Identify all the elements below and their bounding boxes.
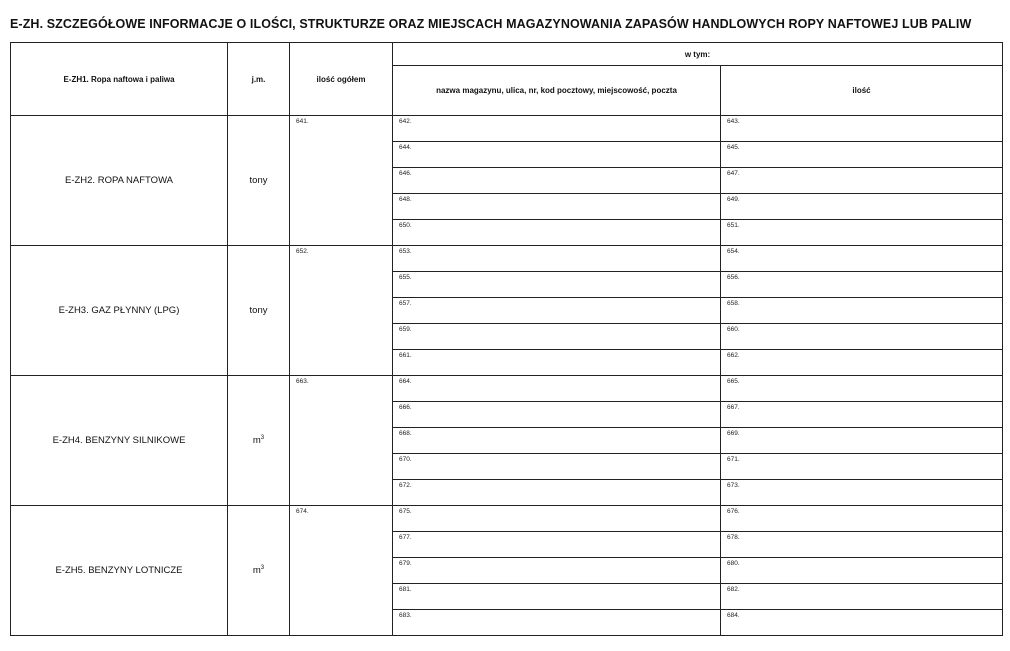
field-number: 654. — [727, 248, 740, 255]
total-quantity-field[interactable] — [290, 116, 393, 246]
field-number: 651. — [727, 222, 740, 229]
storage-location-field[interactable] — [393, 558, 721, 584]
field-number: 660. — [727, 326, 740, 333]
field-number: 674. — [296, 508, 309, 515]
field-number: 670. — [399, 456, 412, 463]
header-row-top — [11, 43, 1003, 66]
header-of-which: w tym: — [393, 43, 1003, 66]
storage-quantity-field[interactable] — [721, 116, 1003, 142]
storage-quantity-field[interactable] — [721, 558, 1003, 584]
field-number: 682. — [727, 586, 740, 593]
stocks-table — [10, 42, 1003, 636]
field-number: 673. — [727, 482, 740, 489]
field-number: 659. — [399, 326, 412, 333]
field-number: 657. — [399, 300, 412, 307]
field-number: 668. — [399, 430, 412, 437]
field-number: 663. — [296, 378, 309, 385]
storage-location-field[interactable] — [393, 324, 721, 350]
field-number: 655. — [399, 274, 412, 281]
field-number: 665. — [727, 378, 740, 385]
field-number: 649. — [727, 196, 740, 203]
field-number: 653. — [399, 248, 412, 255]
storage-quantity-field[interactable] — [721, 142, 1003, 168]
table-row — [11, 506, 1003, 532]
storage-location-field[interactable] — [393, 246, 721, 272]
field-number: 679. — [399, 560, 412, 567]
unit-cell — [228, 506, 290, 636]
storage-location-field[interactable] — [393, 376, 721, 402]
storage-location-field[interactable] — [393, 428, 721, 454]
storage-location-field[interactable] — [393, 350, 721, 376]
storage-quantity-field[interactable] — [721, 376, 1003, 402]
storage-quantity-field[interactable] — [721, 298, 1003, 324]
header-quantity: ilość — [721, 66, 1003, 116]
total-quantity-field[interactable] — [290, 376, 393, 506]
product-label: E-ZH4. BENZYNY SILNIKOWE — [11, 376, 228, 506]
unit-text: tony — [249, 305, 268, 317]
unit-cell — [228, 116, 290, 246]
storage-location-field[interactable] — [393, 220, 721, 246]
product-label: E-ZH3. GAZ PŁYNNY (LPG) — [11, 246, 228, 376]
storage-quantity-field[interactable] — [721, 220, 1003, 246]
unit-cell — [228, 246, 290, 376]
storage-location-field[interactable] — [393, 402, 721, 428]
storage-location-field[interactable] — [393, 584, 721, 610]
field-number: 644. — [399, 144, 412, 151]
table-row — [11, 376, 1003, 402]
field-number: 664. — [399, 378, 412, 385]
storage-quantity-field[interactable] — [721, 480, 1003, 506]
storage-quantity-field[interactable] — [721, 324, 1003, 350]
unit-text: m — [252, 565, 261, 577]
storage-quantity-field[interactable] — [721, 168, 1003, 194]
field-number: 641. — [296, 118, 309, 125]
field-number: 643. — [727, 118, 740, 125]
storage-location-field[interactable] — [393, 610, 721, 636]
storage-location-field[interactable] — [393, 532, 721, 558]
product-label: E-ZH5. BENZYNY LOTNICZE — [11, 506, 228, 636]
storage-location-field[interactable] — [393, 298, 721, 324]
field-number: 666. — [399, 404, 412, 411]
stocks-body — [11, 116, 1003, 636]
field-number: 661. — [399, 352, 412, 359]
field-number: 677. — [399, 534, 412, 541]
table-row — [11, 116, 1003, 142]
storage-quantity-field[interactable] — [721, 506, 1003, 532]
storage-location-field[interactable] — [393, 142, 721, 168]
field-number: 656. — [727, 274, 740, 281]
form-title: E-ZH. SZCZEGÓŁOWE INFORMACJE O ILOŚCI, STRUKTURZE ORAZ MIEJSCACH MAGAZYNOWANIA ZAPASÓW HANDLOWYCH ROPY NAFTOWEJ LUB PALIW — [10, 17, 972, 31]
storage-quantity-field[interactable] — [721, 246, 1003, 272]
storage-quantity-field[interactable] — [721, 194, 1003, 220]
unit-text: tony — [249, 175, 268, 187]
field-number: 676. — [727, 508, 740, 515]
storage-quantity-field[interactable] — [721, 402, 1003, 428]
storage-quantity-field[interactable] — [721, 428, 1003, 454]
storage-location-field[interactable] — [393, 506, 721, 532]
total-quantity-field[interactable] — [290, 506, 393, 636]
header-product: E-ZH1. Ropa naftowa i paliwa — [11, 43, 228, 116]
field-number: 672. — [399, 482, 412, 489]
storage-quantity-field[interactable] — [721, 272, 1003, 298]
unit-cell — [228, 376, 290, 506]
field-number: 648. — [399, 196, 412, 203]
total-quantity-field[interactable] — [290, 246, 393, 376]
field-number: 684. — [727, 612, 740, 619]
field-number: 662. — [727, 352, 740, 359]
storage-quantity-field[interactable] — [721, 532, 1003, 558]
header-total: ilość ogółem — [290, 43, 393, 116]
product-label: E-ZH2. ROPA NAFTOWA — [11, 116, 228, 246]
field-number: 646. — [399, 170, 412, 177]
field-number: 645. — [727, 144, 740, 151]
storage-location-field[interactable] — [393, 116, 721, 142]
storage-location-field[interactable] — [393, 272, 721, 298]
storage-quantity-field[interactable] — [721, 584, 1003, 610]
storage-quantity-field[interactable] — [721, 350, 1003, 376]
storage-location-field[interactable] — [393, 480, 721, 506]
header-location: nazwa magazynu, ulica, nr, kod pocztowy, miejscowość, poczta — [393, 66, 721, 116]
unit-text: m — [252, 435, 261, 447]
field-number: 667. — [727, 404, 740, 411]
field-number: 678. — [727, 534, 740, 541]
field-number: 652. — [296, 248, 309, 255]
field-number: 683. — [399, 612, 412, 619]
field-number: 675. — [399, 508, 412, 515]
storage-quantity-field[interactable] — [721, 454, 1003, 480]
unit-superscript: 3 — [260, 564, 265, 571]
field-number: 680. — [727, 560, 740, 567]
field-number: 669. — [727, 430, 740, 437]
table-row — [11, 246, 1003, 272]
field-number: 650. — [399, 222, 412, 229]
header-unit: j.m. — [228, 43, 290, 116]
field-number: 647. — [727, 170, 740, 177]
field-number: 681. — [399, 586, 412, 593]
field-number: 671. — [727, 456, 740, 463]
storage-location-field[interactable] — [393, 454, 721, 480]
field-number: 642. — [399, 118, 412, 125]
unit-superscript: 3 — [260, 434, 265, 441]
storage-location-field[interactable] — [393, 168, 721, 194]
storage-quantity-field[interactable] — [721, 610, 1003, 636]
field-number: 658. — [727, 300, 740, 307]
storage-location-field[interactable] — [393, 194, 721, 220]
